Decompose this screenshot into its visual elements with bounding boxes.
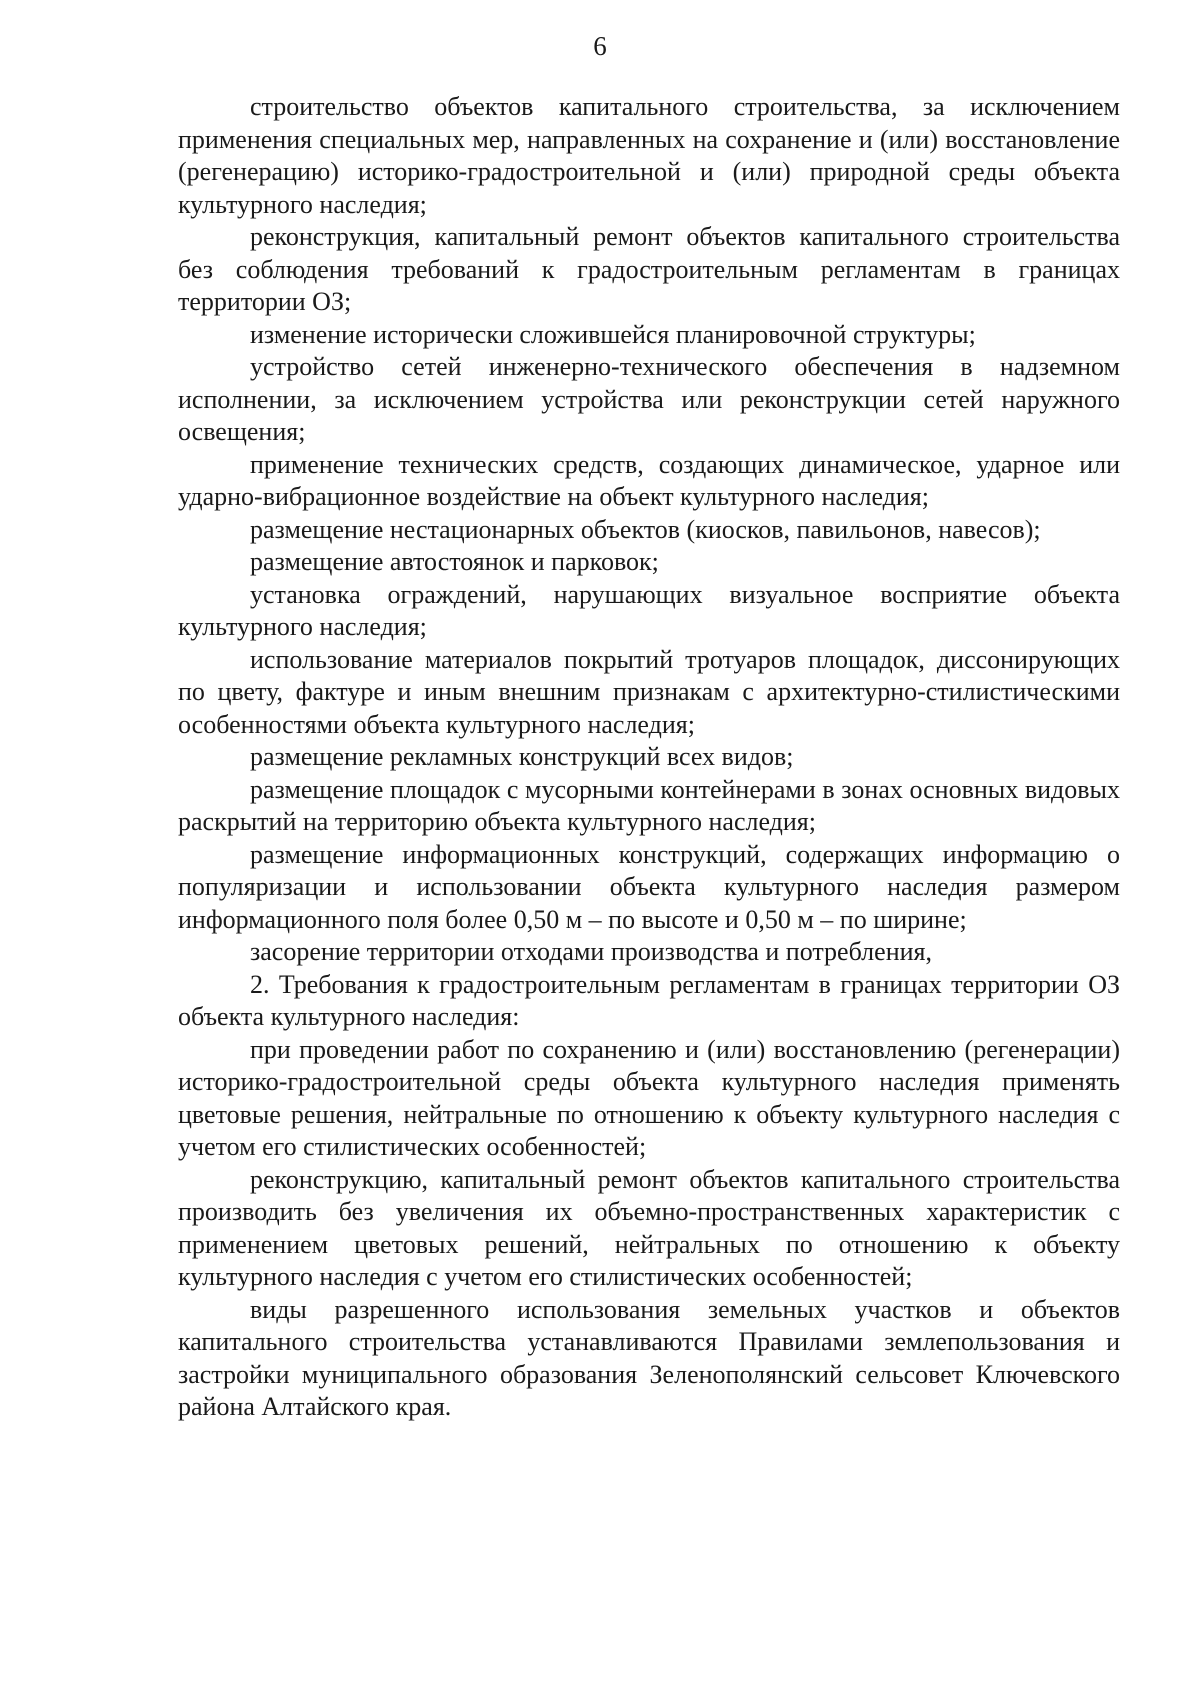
paragraph: изменение исторически сложившейся планировочной структуры; (250, 319, 976, 349)
paragraph: использование материалов покрытий тротуаров площадок, диссонирующих по цвету, фактуре и иным внешним признакам с архитектурно-стилистическими особенностями объекта культурного наследия; (178, 644, 1120, 739)
paragraph: реконструкцию, капитальный ремонт объектов капитального строительства производить без увеличения их объемно-пространственных характеристик с применением цветовых решений, нейтральных по отношению к объекту культурного наследия с учетом его стилистических особенностей; (178, 1164, 1120, 1291)
paragraph: засорение территории отходами производства и потребления, (250, 937, 932, 966)
paragraph: при проведении работ по сохранению и (или) восстановлению (регенерации) историко-градостроительной среды объекта культурного наследия применять цветовые решения, нейтральные по отношению к объекту культурного наследия с учетом его стилистических особенностей; (178, 1034, 1120, 1161)
paragraph: применение технических средств, создающих динамическое, ударное или ударно-вибрационное воздействие на объект культурного наследия; (178, 449, 1120, 511)
paragraph: установка ограждений, нарушающих визуальное восприятие объекта культурного наследия; (178, 579, 1120, 641)
paragraph: виды разрешенного использования земельных участков и объектов капитального строительства устанавливаются Правилами землепользования и застройки муниципального образования Зеленополянский сельсовет Ключевского района Алтайского края. (178, 1294, 1120, 1421)
section-heading-paragraph: 2. Требования к градостроительным регламентам в границах территории ОЗ объекта культурного наследия: (178, 969, 1120, 1031)
page-number: 6 (593, 31, 607, 61)
paragraph: размещение автостоянок и парковок; (250, 547, 659, 576)
paragraph: размещение площадок с мусорными контейнерами в зонах основных видовых раскрытий на территорию объекта культурного наследия; (178, 774, 1120, 836)
paragraph: размещение нестационарных объектов (киосков, павильонов, навесов); (250, 514, 1041, 544)
document-body (178, 91, 1120, 1424)
paragraph: устройство сетей инженерно-технического обеспечения в надземном исполнении, за исключением устройства или реконструкции сетей наружного освещения; (178, 352, 1120, 446)
paragraph: размещение рекламных конструкций всех видов; (250, 742, 794, 771)
paragraph: строительство объектов капитального строительства, за исключением применения специальных мер, направленных на сохранение и (или) восстановление (регенерацию) историко-градостроительной и (или) природной среды объекта культурного наследия; (178, 92, 1120, 219)
paragraph: реконструкция, капитальный ремонт объектов капитального строительства без соблюдения требований к градостроительным регламентам в границах территории ОЗ; (178, 222, 1120, 316)
paragraph: размещение информационных конструкций, содержащих информацию о популяризации и использовании объекта культурного наследия размером информационного поля более 0,50 м – по высоте и 0,50 м – по ширине; (178, 839, 1120, 934)
